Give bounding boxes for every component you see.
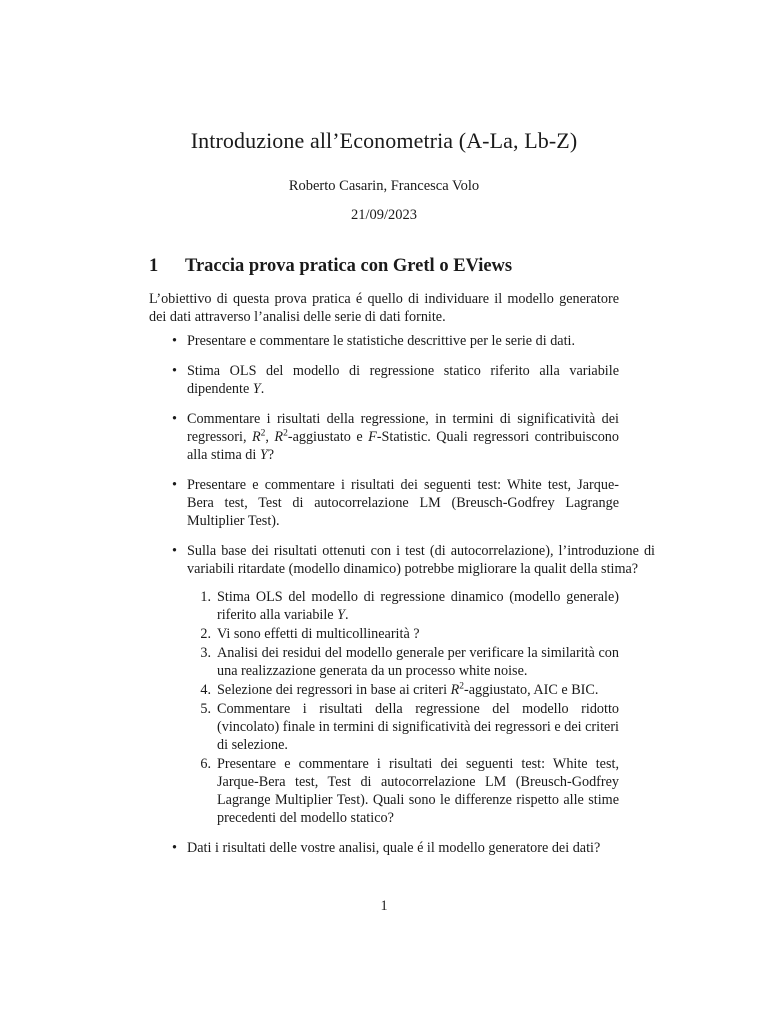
- list-item: [149, 542, 655, 827]
- sub-list-item: [187, 588, 619, 624]
- page-number: 1: [380, 898, 388, 914]
- sub-item-text: Commentare i risultati della regressione del modello ridotto (vincolato) finale in termini di significatività dei regressori e dei criteri di selezione.: [217, 701, 619, 753]
- sub-item-number: 3.: [200, 645, 211, 661]
- list-item: [149, 362, 619, 398]
- sub-item-number: 1.: [200, 589, 211, 605]
- section-number: 1: [149, 256, 159, 276]
- superscript: 2: [459, 681, 465, 692]
- sub-item-number: 5.: [200, 701, 211, 717]
- sub-list-item: [187, 625, 619, 643]
- sub-item-text: Presentare e commentare i risultati dei seguenti test: White test, Jarque-Bera test, Test di autocorrelazione LM (Breusch-Godfrey Lagrange Multiplier Test). Quali sono le differenze rispetto alle stime precedenti del modello statico?: [217, 756, 619, 826]
- math-variable: Y: [252, 381, 261, 397]
- bullet-text: Commentare i risultati della regressione, in termini di significatività dei regressori,: [187, 411, 619, 445]
- separator: ,: [265, 429, 275, 445]
- sub-item-text: Selezione dei regressori in base ai criteri: [217, 682, 451, 698]
- intro-paragraph: L’obiettivo di questa prova pratica é quello di individuare il modello generatore dei dati attraverso l’analisi delle serie di dati fornite.: [149, 291, 619, 325]
- task-list: [149, 332, 655, 869]
- superscript: 2: [283, 428, 288, 439]
- bullet-text: Stima OLS del modello di regressione statico riferito alla variabile dipendente: [187, 363, 619, 397]
- sub-item-number: 4.: [200, 682, 211, 698]
- list-item: [149, 476, 619, 530]
- list-item: [149, 332, 619, 350]
- list-item: [149, 410, 619, 464]
- bullet-text: Sulla base dei risultati ottenuti con i test (di autocorrelazione), l’introduzione di variabili ritardate (modello dinamico) potrebbe migliorare la qualit della stima?: [187, 543, 655, 577]
- sub-list-item: [187, 644, 619, 680]
- math-variable: Y: [337, 607, 346, 623]
- section-title: Traccia prova pratica con Gretl o EViews: [185, 256, 513, 276]
- math-variable: Y: [259, 447, 268, 463]
- section-heading: [149, 256, 629, 277]
- sub-item-text: Stima OLS del modello di regressione dinamico (modello generale) riferito alla variabile: [217, 589, 619, 623]
- document-title: Introduzione all’Econometria (A-La, Lb-Z): [190, 128, 578, 153]
- bullet-text: -aggiustato e: [287, 429, 369, 445]
- bullet-text: Dati i risultati delle vostre analisi, quale é il modello generatore dei dati?: [187, 840, 601, 856]
- sub-task-list: [187, 588, 619, 827]
- sub-item-number: 6.: [200, 756, 211, 772]
- sub-item-number: 2.: [200, 626, 211, 642]
- sub-list-item: [187, 700, 619, 754]
- sub-item-text: Vi sono effetti di multicollinearità ?: [217, 626, 420, 642]
- bullet-text: Presentare e commentare le statistiche descrittive per le serie di dati.: [187, 333, 576, 349]
- math-variable: F: [368, 429, 377, 445]
- math-variable: R: [274, 429, 284, 445]
- list-item: [149, 839, 619, 857]
- sub-list-item: [187, 755, 619, 827]
- math-variable: R: [251, 429, 261, 445]
- sub-item-text-end: .: [345, 607, 349, 623]
- sub-item-text: -aggiustato, AIC e BIC.: [464, 682, 599, 698]
- document-date: 21/09/2023: [350, 207, 418, 223]
- superscript: 2: [260, 428, 266, 439]
- bullet-text-end: .: [260, 381, 265, 397]
- bullet-text-end: ?: [267, 447, 275, 463]
- document-authors: Roberto Casarin, Francesca Volo: [288, 178, 480, 194]
- sub-list-item: [187, 681, 619, 699]
- bullet-text: -Statistic. Quali regressori contribuiscono alla stima di: [187, 429, 619, 463]
- math-variable: R: [450, 682, 460, 698]
- sub-item-text: Analisi dei residui del modello generale per verificare la similarità con una realizzazione generata da un processo white noise.: [217, 645, 619, 679]
- bullet-text: Presentare e commentare i risultati dei seguenti test: White test, Jarque-Bera test, Test di autocorrelazione LM (Breusch-Godfrey Lagrange Multiplier Test).: [187, 477, 619, 529]
